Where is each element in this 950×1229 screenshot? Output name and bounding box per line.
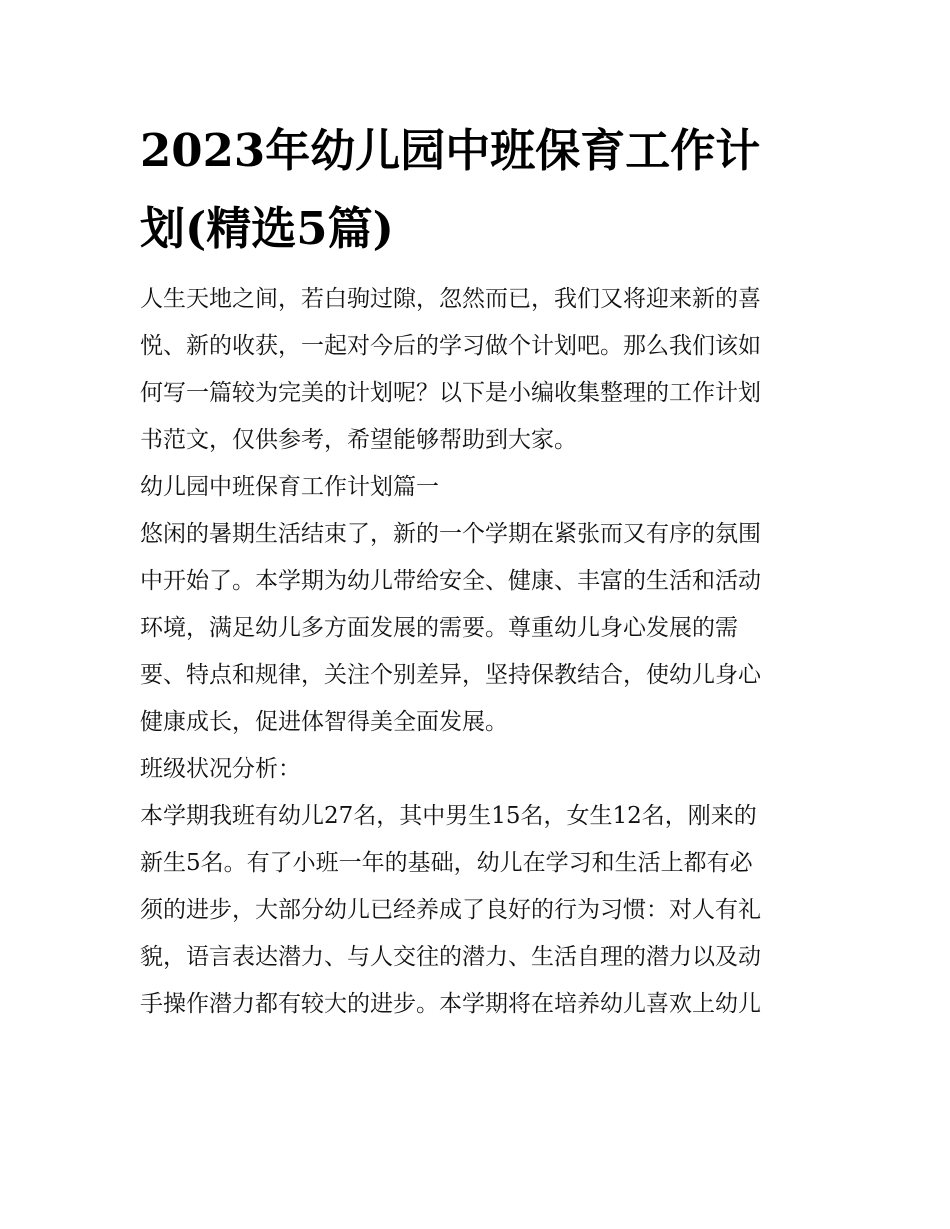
paragraph-line: 悠闲的暑期生活结束了，新的一个学期在紧张而又有序的氛围 <box>140 521 761 547</box>
subheading: 班级状况分析： <box>140 756 301 782</box>
paragraph-line: 要、特点和规律，关注个别差异，坚持保教结合，使幼儿身心 <box>140 662 761 688</box>
paragraph-line: 须的进步，大部分幼儿已经养成了良好的行为习惯：对人有礼 <box>140 897 761 923</box>
document-title <box>140 112 830 268</box>
title-line: 2023年幼儿园中班保育工作计 <box>140 124 761 177</box>
section-heading: 幼儿园中班保育工作计划篇一 <box>140 474 439 500</box>
paragraph-line: 环境，满足幼儿多方面发展的需要。尊重幼儿身心发展的需 <box>140 615 738 641</box>
paragraph-line: 新生5名。有了小班一年的基础，幼儿在学习和生活上都有必 <box>140 850 753 876</box>
paragraph-line: 手操作潜力都有较大的进步。本学期将在培养幼儿喜欢上幼儿 <box>140 991 761 1017</box>
intro-line: 书范文，仅供参考，希望能够帮助到大家。 <box>140 427 577 453</box>
intro-line: 何写一篇较为完美的计划呢？以下是小编收集整理的工作计划 <box>140 380 761 406</box>
intro-line: 悦、新的收获，一起对今后的学习做个计划吧。那么我们该如 <box>140 333 761 359</box>
paragraph-line: 健康成长，促进体智得美全面发展。 <box>140 709 508 735</box>
title-line: 划(精选5篇) <box>140 202 394 255</box>
paragraph-line: 中开始了。本学期为幼儿带给安全、健康、丰富的生活和活动 <box>140 568 761 594</box>
paragraph-line: 本学期我班有幼儿27名，其中男生15名，女生12名，刚来的 <box>140 803 757 829</box>
paragraph-line: 貌，语言表达潜力、与人交往的潜力、生活自理的潜力以及动 <box>140 944 761 970</box>
intro-line: 人生天地之间，若白驹过隙，忽然而已，我们又将迎来新的喜 <box>140 286 761 312</box>
document-body <box>140 276 820 1028</box>
